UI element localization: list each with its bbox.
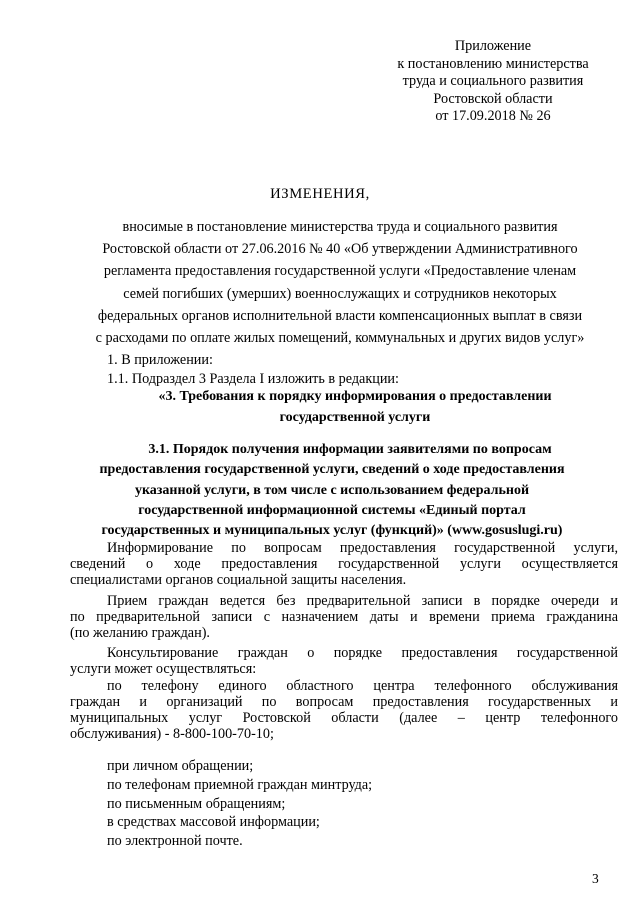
section-3-heading: [120, 387, 590, 428]
text-line: обслуживания) - 8-800-100-70-10;: [70, 725, 274, 742]
heading-line: государственной услуги: [279, 409, 431, 425]
subtitle-line: семей погибших (умерших) военнослужащих и сотрудников некоторых: [123, 285, 557, 302]
section-3-1-heading: [62, 440, 602, 541]
paragraph-reception: [70, 594, 618, 642]
heading-line: 3.1. Порядок получения информации заявителями по вопросам: [148, 442, 552, 457]
text-line: сведений о ходе предоставления государственной услуги осуществляется: [70, 555, 618, 572]
subtitle-line: с расходами по оплате жилых помещений, коммунальных и других видов услуг»: [95, 330, 585, 347]
appendix-line: от 17.09.2018 № 26: [435, 108, 551, 125]
text-line: по телефону единого областного центра телефонного обслуживания: [107, 678, 618, 695]
list-item: при личном обращении;: [107, 758, 254, 774]
text-line: Прием граждан ведется без предварительной записи в порядке очереди и: [107, 592, 618, 609]
text-line: граждан и организаций по вопросам предоставления государственных и: [70, 694, 618, 711]
list-item: по телефонам приемной граждан минтруда;: [107, 776, 373, 793]
subtitle-line: федеральных органов исполнительной власти компенсационных выплат в связи: [97, 307, 583, 324]
text-line: Консультирование граждан о порядке предоставления государственной: [107, 645, 618, 662]
subtitle-line: вносимые в постановление министерства труда и социального развития: [122, 219, 558, 235]
appendix-header: [368, 38, 618, 126]
appendix-line: Ростовской области: [433, 90, 553, 107]
list-item: в средствах массовой информации;: [107, 814, 320, 831]
subtitle-line: Ростовской области от 27.06.2016 № 40 «Об утверждении Административного: [102, 241, 578, 258]
page-number: 3: [592, 871, 599, 886]
heading-line: предоставления государственной услуги, сведений о ходе предоставления: [99, 462, 565, 478]
appendix-line: труда и социального развития: [402, 73, 584, 90]
text-line: муниципальных услуг Ростовской области (далее – центр телефонного: [70, 710, 618, 727]
text-line: Информирование по вопросам предоставления государственной услуги,: [107, 540, 618, 556]
body-text: [70, 541, 618, 743]
list-item: по электронной почте.: [107, 833, 243, 850]
heading-line: указанной услуги, в том числе с использованием федеральной: [134, 482, 530, 498]
appendix-line: к постановлению министерства: [397, 55, 589, 72]
text-line: (по желанию граждан).: [70, 624, 210, 641]
item-1-1: 1.1. Подраздел 3 Раздела I изложить в редакции:: [107, 371, 399, 387]
heading-line: «3. Требования к порядку информирования о предоставлении: [158, 389, 552, 404]
text-line: по предварительной записи с назначением даты и времени приема гражданина: [70, 608, 618, 625]
consultation-methods-list: [107, 757, 372, 851]
appendix-line: Приложение: [454, 38, 532, 54]
heading-line: государственных и муниципальных услуг (функций)» (www.gosuslugi.ru): [101, 523, 563, 539]
heading-line: государственной информационной системы «Единый портал: [138, 502, 526, 518]
document-title: ИЗМЕНЕНИЯ,: [270, 186, 370, 202]
text-line: услуги может осуществляться:: [70, 661, 257, 678]
paragraph-phone-center: [70, 679, 618, 743]
list-item: по письменным обращениям;: [107, 795, 286, 812]
subtitle-line: регламента предоставления государственной услуги «Предоставление членам: [103, 263, 577, 280]
paragraph-consulting: [70, 646, 618, 678]
paragraph-informing: [70, 541, 618, 589]
item-1: 1. В приложении:: [107, 352, 213, 368]
text-line: специалистами органов социальной защиты населения.: [70, 571, 407, 588]
document-subtitle: [62, 216, 618, 349]
